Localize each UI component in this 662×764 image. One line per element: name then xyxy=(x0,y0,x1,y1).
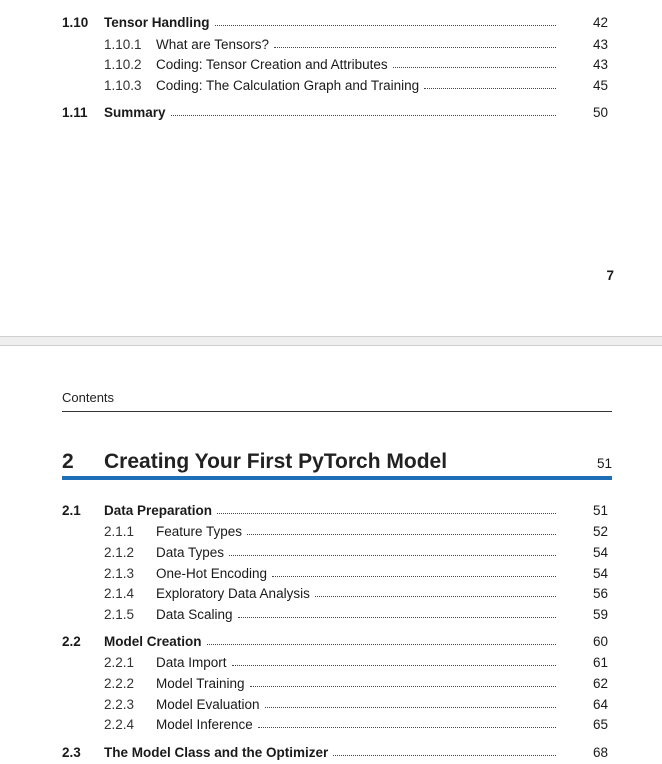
chapter-page: 51 xyxy=(596,456,612,471)
entry-number: 1.11 xyxy=(62,105,88,120)
entry-page: 56 xyxy=(592,586,608,601)
entry-title: Data Scaling xyxy=(156,607,233,622)
dot-leader xyxy=(207,643,556,645)
dot-leader xyxy=(333,754,556,756)
entry-title: What are Tensors? xyxy=(156,37,270,52)
dot-leader xyxy=(250,685,556,687)
entry-number: 1.10 xyxy=(62,15,89,30)
entry-page: 59 xyxy=(592,607,608,622)
entry-number: 2.2.3 xyxy=(104,697,135,712)
entry-page: 50 xyxy=(592,105,608,120)
entry-title: Model Training xyxy=(156,676,245,691)
entry-title: Summary xyxy=(104,105,166,120)
entry-title: Data Import xyxy=(156,655,227,670)
toc-entry[interactable] xyxy=(62,581,608,601)
entry-page: 43 xyxy=(592,37,608,52)
dot-leader xyxy=(274,46,556,48)
chapter-title: Creating Your First PyTorch Model xyxy=(104,450,448,473)
dot-leader xyxy=(217,512,556,514)
toc-entry[interactable] xyxy=(62,650,608,670)
entry-title: Coding: Tensor Creation and Attributes xyxy=(156,57,388,72)
entry-page: 62 xyxy=(592,676,608,691)
toc-entry[interactable] xyxy=(62,602,608,622)
page-separator xyxy=(0,336,662,346)
page-number: 7 xyxy=(606,268,614,283)
entry-number: 2.3 xyxy=(62,745,81,760)
toc-entry[interactable] xyxy=(62,740,608,760)
entry-title: Data Preparation xyxy=(104,503,213,518)
toc-entry[interactable] xyxy=(62,32,608,52)
toc-entry[interactable] xyxy=(62,692,608,712)
toc-entry[interactable] xyxy=(62,498,608,518)
entry-number: 2.1.2 xyxy=(104,545,135,560)
entry-page: 51 xyxy=(592,503,608,518)
entry-number: 2.1.3 xyxy=(104,566,135,581)
entry-title: One-Hot Encoding xyxy=(156,566,268,581)
entry-number: 2.2.1 xyxy=(104,655,135,670)
chapter-heading[interactable] xyxy=(62,446,612,474)
entry-page: 52 xyxy=(592,524,608,539)
entry-title: Coding: The Calculation Graph and Training xyxy=(156,78,420,93)
entry-page: 43 xyxy=(592,57,608,72)
dot-leader xyxy=(229,554,556,556)
entry-title: Data Types xyxy=(156,545,225,560)
dot-leader xyxy=(265,706,556,708)
toc-entry[interactable] xyxy=(62,629,608,649)
dot-leader xyxy=(171,114,556,116)
toc-entry[interactable] xyxy=(62,671,608,691)
entry-title: The Model Class and the Optimizer xyxy=(104,745,329,760)
chapter-number: 2 xyxy=(62,450,74,473)
entry-number: 2.1.1 xyxy=(104,524,135,539)
toc-entry[interactable] xyxy=(62,10,608,30)
toc-entry[interactable] xyxy=(62,540,608,560)
entry-number: 1.10.2 xyxy=(104,57,142,72)
entry-page: 68 xyxy=(592,745,608,760)
entry-title: Tensor Handling xyxy=(104,15,210,30)
entry-number: 2.2.4 xyxy=(104,717,135,732)
dot-leader xyxy=(232,664,556,666)
entry-number: 2.1 xyxy=(62,503,81,518)
entry-number: 2.1.5 xyxy=(104,607,135,622)
dot-leader xyxy=(215,24,556,26)
entry-number: 2.1.4 xyxy=(104,586,135,601)
dot-leader xyxy=(258,726,556,728)
entry-page: 45 xyxy=(592,78,608,93)
toc-entry[interactable] xyxy=(62,712,608,732)
entry-title: Model Evaluation xyxy=(156,697,260,712)
chapter-rule xyxy=(62,476,612,480)
dot-leader xyxy=(315,595,556,597)
dot-leader xyxy=(247,533,556,535)
entry-page: 54 xyxy=(592,545,608,560)
dot-leader xyxy=(272,575,556,577)
entry-title: Model Creation xyxy=(104,634,202,649)
toc-entry[interactable] xyxy=(62,100,608,120)
entry-page: 60 xyxy=(592,634,608,649)
entry-number: 1.10.1 xyxy=(104,37,142,52)
entry-page: 42 xyxy=(592,15,608,30)
entry-title: Feature Types xyxy=(156,524,243,539)
toc-entry[interactable] xyxy=(62,52,608,72)
entry-title: Exploratory Data Analysis xyxy=(156,586,310,601)
entry-number: 2.2 xyxy=(62,634,81,649)
toc-entry[interactable] xyxy=(62,73,608,93)
entry-page: 64 xyxy=(592,697,608,712)
dot-leader xyxy=(424,87,556,89)
running-head: Contents xyxy=(62,390,115,405)
entry-page: 61 xyxy=(592,655,608,670)
entry-number: 2.2.2 xyxy=(104,676,135,691)
toc-page-top xyxy=(0,0,662,336)
entry-number: 1.10.3 xyxy=(104,78,142,93)
dot-leader xyxy=(238,616,556,618)
toc-page-bottom xyxy=(0,346,662,764)
toc-entry[interactable] xyxy=(62,561,608,581)
header-rule xyxy=(62,411,612,412)
toc-entry[interactable] xyxy=(62,519,608,539)
entry-title: Model Inference xyxy=(156,717,253,732)
entry-page: 54 xyxy=(592,566,608,581)
dot-leader xyxy=(393,66,556,68)
entry-page: 65 xyxy=(592,717,608,732)
